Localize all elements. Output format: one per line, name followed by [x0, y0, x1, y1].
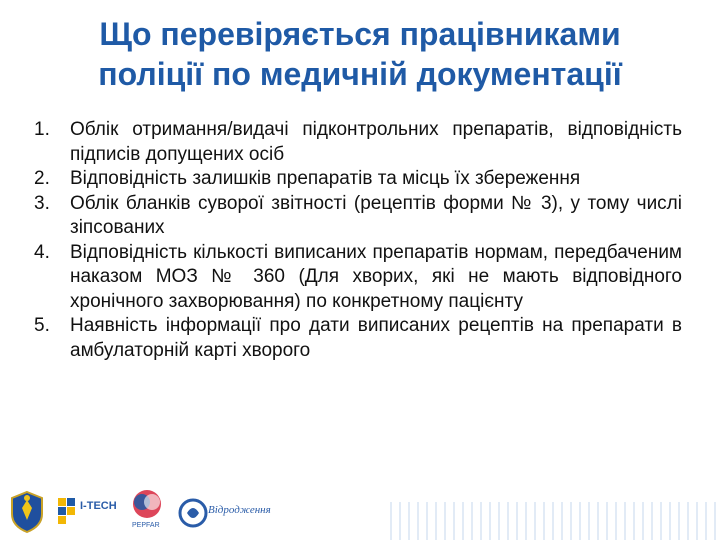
pepfar-text: PEPFAR	[132, 522, 160, 529]
vidrodzhennia-logo	[178, 494, 270, 534]
crest-logo-icon	[8, 490, 46, 534]
itech-logo	[58, 494, 120, 534]
list-text: Облік отримання/видачі підконтрольних препаратів, відповідність підписів допущених осіб	[70, 119, 682, 165]
pepfar-mark-icon	[130, 488, 164, 520]
list-item	[34, 167, 682, 192]
list-text: Облік бланків суворої звітності (рецептів форми № 3), у тому числі зіпсованих	[70, 192, 682, 238]
footer-logos	[0, 484, 720, 540]
itech-text: I-TECH	[80, 500, 117, 512]
title-line-1: Що перевіряється працівниками	[99, 16, 621, 52]
title-line-2: поліції по медичній документації	[98, 56, 622, 92]
list-number: 2.	[34, 168, 50, 189]
slide-title	[20, 14, 700, 94]
list-number: 4.	[34, 241, 50, 263]
vidrodzhennia-mark-icon	[178, 498, 208, 528]
pepfar-logo	[124, 488, 170, 534]
itech-mark-icon	[58, 498, 76, 528]
list-text: Наявність інформації про дати виписаних рецептів на препарати в амбулаторній карті хворого	[70, 315, 682, 361]
vidrodzhennia-text: Відродження	[208, 504, 271, 516]
list-text: Відповідність кількості виписаних препаратів нормам, передбаченим наказом МОЗ № 360 (Для хворих, які не мають відповідного хронічного захворювання) по конкретному пацієнту	[70, 241, 682, 312]
list-text: Відповідність залишків препаратів та місць їх збереження	[70, 168, 581, 189]
list-item	[34, 314, 682, 363]
checklist	[34, 118, 682, 363]
list-number: 1.	[34, 119, 50, 140]
list-item	[34, 118, 682, 167]
list-number: 3.	[34, 192, 50, 214]
decorative-stripes	[390, 502, 720, 540]
list-number: 5.	[34, 315, 50, 336]
list-item	[34, 192, 682, 241]
list-item	[34, 241, 682, 315]
